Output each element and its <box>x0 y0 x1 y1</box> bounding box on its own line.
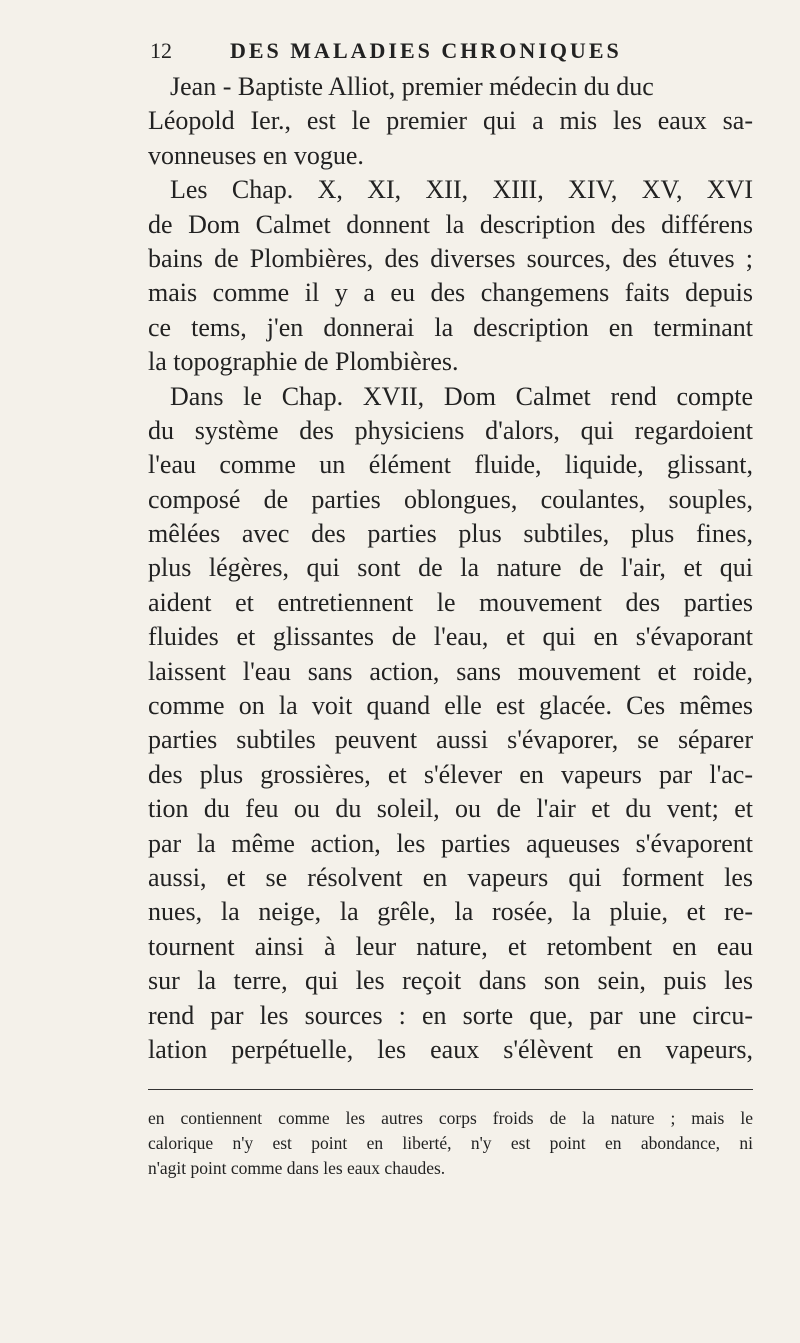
text-line: la topographie de Plombières. <box>148 347 459 377</box>
text-line: Jean - Baptiste Alliot, premier médecin du duc <box>170 72 654 101</box>
text-line: rend par les sources : en sorte que, par une circu- <box>148 1000 753 1030</box>
text-line: aussi, et se résolvent en vapeurs qui forment les <box>148 862 753 892</box>
running-title: DES MALADIES CHRONIQUES <box>230 38 622 63</box>
text-line: aident et entretiennent le mouvement des parties <box>148 587 753 617</box>
text-line: Dans le Chap. XVII, Dom Calmet rend compte <box>170 381 753 411</box>
text-line: nues, la neige, la grêle, la rosée, la pluie, et re- <box>148 897 753 927</box>
text-line: lation perpétuelle, les eaux s'élèvent en vapeurs, <box>148 1034 753 1064</box>
text-line: laissent l'eau sans action, sans mouvement et roide, <box>148 656 753 686</box>
text-line: par la même action, les parties aqueuses s'évaporent <box>148 828 753 858</box>
text-line: mêlées avec des parties plus subtiles, plus fines, <box>148 519 753 549</box>
footnote-line: n'agit point comme dans les eaux chaudes. <box>148 1158 446 1178</box>
text-line: de Dom Calmet donnent la description des différens <box>148 209 753 239</box>
body-text <box>148 70 753 1067</box>
footnote-line: en contiennent comme les autres corps froids de la nature ; mais le <box>148 1108 753 1128</box>
text-line: composé de parties oblongues, coulantes, souples, <box>148 484 753 514</box>
text-line: sur la terre, qui les reçoit dans son sein, puis les <box>148 966 753 996</box>
text-line: plus légères, qui sont de la nature de l'air, et qui <box>148 553 753 583</box>
footnote-rule <box>148 1089 753 1090</box>
footnote-line: calorique n'y est point en liberté, n'y est point en abondance, ni <box>148 1133 753 1153</box>
text-line: mais comme il y a eu des changemens faits depuis <box>148 278 753 308</box>
text-line: comme on la voit quand elle est glacée. Ces mêmes <box>148 691 753 721</box>
text-line: fluides et glissantes de l'eau, et qui en s'évaporant <box>148 622 753 652</box>
page-number: 12 <box>150 38 172 63</box>
text-line: tournent ainsi à leur nature, et retombent en eau <box>148 931 753 961</box>
text-line: l'eau comme un élément fluide, liquide, glissant, <box>148 450 753 480</box>
text-line: Léopold Ier., est le premier qui a mis les eaux sa- <box>148 106 753 136</box>
text-line: du système des physiciens d'alors, qui regardoient <box>148 415 753 445</box>
text-line: Les Chap. X, XI, XII, XIII, XIV, XV, XVI <box>170 175 753 205</box>
page-header <box>150 30 750 68</box>
text-line: parties subtiles peuvent aussi s'évaporer, se séparer <box>148 725 753 755</box>
text-line: vonneuses en vogue. <box>148 140 364 170</box>
footnote <box>148 1106 753 1181</box>
text-line: bains de Plombières, des diverses sources, des étuves ; <box>148 243 753 273</box>
text-line: ce tems, j'en donnerai la description en terminant <box>148 312 753 342</box>
text-line: tion du feu ou du soleil, ou de l'air et du vent; et <box>148 794 753 824</box>
text-line: des plus grossières, et s'élever en vapeurs par l'ac- <box>148 759 753 789</box>
